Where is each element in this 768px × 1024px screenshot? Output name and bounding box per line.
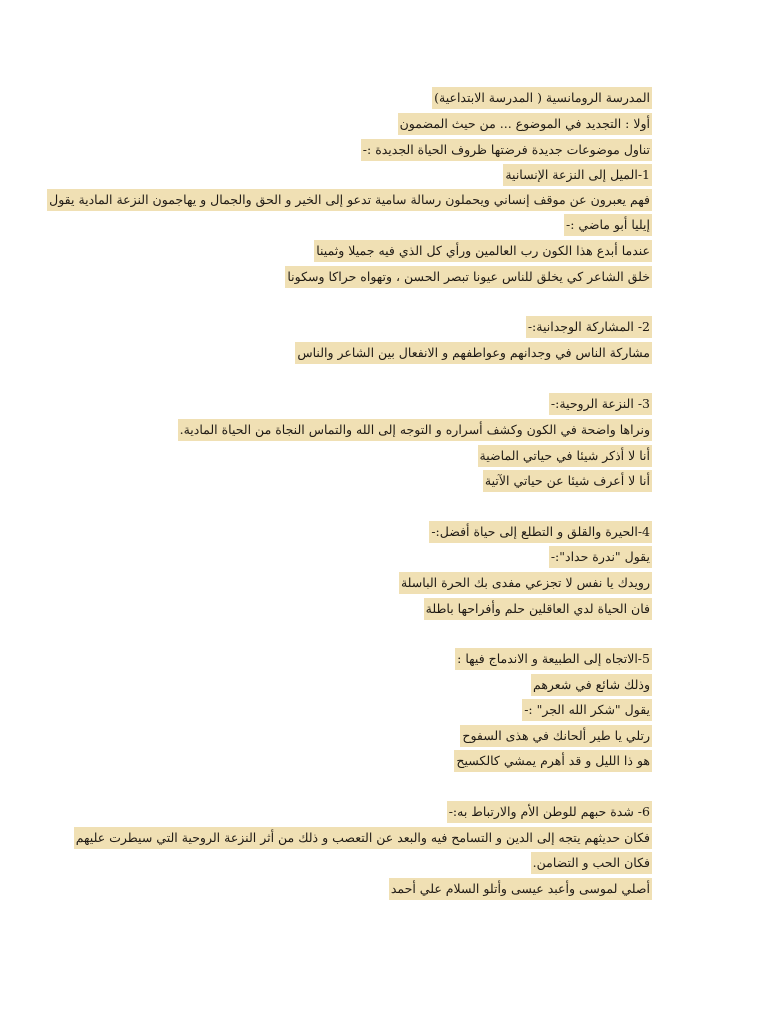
section-heading-6: 6- شدة حبهم للوطن الأم والارتباط به:- [447, 801, 652, 823]
text-line: ونراها واضحة في الكون وكشف أسراره و التوجه إلى الله والتماس النجاة من الحياة المادية. [178, 419, 652, 441]
verse-line: أنا لا أعرف شيئا عن حياتي الآتية [483, 470, 652, 492]
section-heading-3: 3- النزعة الروحية:- [549, 393, 652, 415]
subheading-content-renewal: أولا : التجديد في الموضوع ... من حيث المضمون [398, 113, 652, 135]
section-heading-2: 2- المشاركة الوجدانية:- [526, 316, 652, 338]
verse-line: أنا لا أذكر شيئا في حياتي الماضية [478, 445, 652, 467]
verse-line: عندما أبدع هذا الكون رب العالمين ورأي كل الذي فيه جميلا وثمينا [314, 240, 652, 262]
heading-romantic-school: المدرسة الرومانسية ( المدرسة الابتداعية) [432, 87, 652, 109]
text-line: مشاركة الناس في وجدانهم وعواطفهم و الانفعال بين الشاعر والناس [295, 342, 652, 364]
section-heading-4: 4-الحيرة والقلق و التطلع إلى حياة أفضل:- [429, 521, 652, 543]
text-line: فكان الحب و التضامن. [531, 852, 652, 874]
verse-line: فان الحياة لدي العاقلين حلم وأفراحها باطلة [424, 598, 652, 620]
section-heading-5: 5-الاتجاه إلى الطبيعة و الاندماج فيها : [455, 648, 652, 670]
text-line: يقول "شكر الله الجر" :- [522, 699, 652, 721]
text-line: إيليا أبو ماضي :- [564, 214, 652, 236]
text-line: تناول موضوعات جديدة فرضتها ظروف الحياة الجديدة :- [361, 139, 652, 161]
verse-line: هو ذا الليل و قد أهرم يمشي كالكسيح [454, 750, 652, 772]
verse-line: خلق الشاعر كي يخلق للناس عيونا تبصر الحسن ، وتهواه حراكا وسكونا [285, 266, 652, 288]
text-line: فكان حديثهم يتجه إلى الدين و التسامح فيه والبعد عن التعصب و ذلك من أثر النزعة الروحية التي سيطرت عليهم [74, 827, 652, 849]
section-heading-1: 1-الميل إلى النزعة الإنسانية [503, 164, 652, 186]
text-line: يقول "ندرة حداد":- [549, 546, 652, 568]
text-line: وذلك شائع في شعرهم [531, 674, 652, 696]
text-line: فهم يعبرون عن موقف إنساني ويحملون رسالة سامية تدعو إلى الخير و الحق والجمال و يهاجمون النزعة المادية يقول [47, 189, 652, 211]
verse-line: رتلي يا طير ألحانك في هذى السفوح [460, 725, 652, 747]
verse-line: أصلي لموسى وأعبد عيسى وأتلو السلام علي أحمد [389, 878, 652, 900]
verse-line: رويدك يا نفس لا تجزعي مفدى بك الحرة الباسلة [399, 572, 652, 594]
